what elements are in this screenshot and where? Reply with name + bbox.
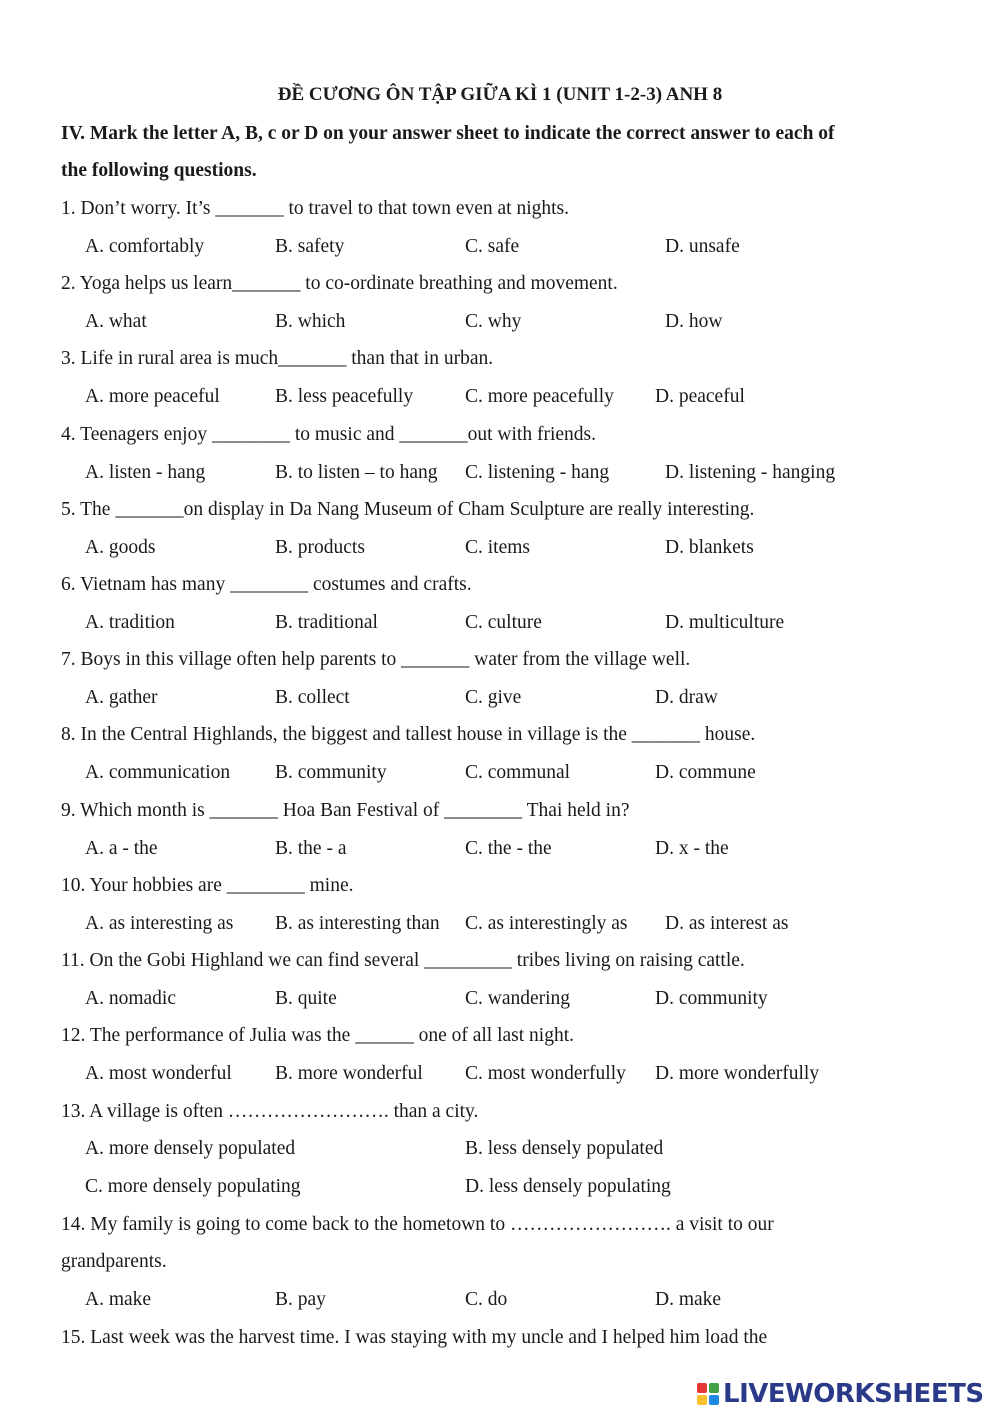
q12-option-a[interactable]: A. most wonderful [85, 1063, 232, 1084]
question-13-text: 13. A village is often ……………………. than a city. [61, 1101, 479, 1122]
q9-option-d[interactable]: D. x - the [655, 838, 729, 859]
question-11-text: 11. On the Gobi Highland we can find several _________ tribes living on raising cattle. [61, 950, 745, 971]
question-4-text: 4. Teenagers enjoy ________ to music and _______out with friends. [61, 424, 596, 445]
q9-option-c[interactable]: C. the - the [465, 838, 552, 859]
q9-option-b[interactable]: B. the - a [275, 838, 347, 859]
q13-option-b[interactable]: B. less densely populated [465, 1138, 664, 1159]
q10-option-c[interactable]: C. as interestingly as [465, 913, 628, 934]
q11-option-d[interactable]: D. community [655, 988, 768, 1009]
q6-option-a[interactable]: A. tradition [85, 612, 175, 633]
logo-square-1 [697, 1383, 707, 1393]
question-14-text-line-2: grandparents. [61, 1251, 167, 1272]
logo-text: LIVEWORKSHEETS [723, 1379, 984, 1409]
q5-option-b[interactable]: B. products [275, 537, 365, 558]
q13-option-d[interactable]: D. less densely populating [465, 1176, 671, 1197]
q7-option-c[interactable]: C. give [465, 687, 522, 708]
q5-option-c[interactable]: C. items [465, 537, 531, 558]
question-12-text: 12. The performance of Julia was the ______ one of all last night. [61, 1025, 575, 1046]
q3-option-d[interactable]: D. peaceful [655, 386, 745, 407]
page-title: ĐỀ CƯƠNG ÔN TẬP GIỮA KÌ 1 (UNIT 1-2-3) ANH 8 [277, 84, 723, 105]
q6-option-d[interactable]: D. multiculture [665, 612, 785, 633]
q6-option-c[interactable]: C. culture [465, 612, 542, 633]
instruction-line-1: IV. Mark the letter A, B, c or D on your answer sheet to indicate the correct answer to each of [61, 123, 835, 144]
q2-option-b[interactable]: B. which [275, 311, 346, 332]
q11-option-a[interactable]: A. nomadic [85, 988, 176, 1009]
q2-option-c[interactable]: C. why [465, 311, 522, 332]
q12-option-b[interactable]: B. more wonderful [275, 1063, 423, 1084]
q4-option-b[interactable]: B. to listen – to hang [275, 462, 438, 483]
q14-option-a[interactable]: A. make [85, 1289, 152, 1310]
q2-option-a[interactable]: A. what [85, 311, 147, 332]
q2-option-d[interactable]: D. how [665, 311, 723, 332]
q7-option-b[interactable]: B. collect [275, 687, 350, 708]
q4-option-a[interactable]: A. listen - hang [85, 462, 206, 483]
q4-option-c[interactable]: C. listening - hang [465, 462, 610, 483]
question-14-text-line-1: 14. My family is going to come back to the hometown to ……………………. a visit to our [61, 1214, 774, 1235]
q7-option-a[interactable]: A. gather [85, 687, 158, 708]
q5-option-a[interactable]: A. goods [85, 537, 156, 558]
q10-option-d[interactable]: D. as interest as [665, 913, 789, 934]
q3-option-c[interactable]: C. more peacefully [465, 386, 614, 407]
q1-option-d[interactable]: D. unsafe [665, 236, 740, 257]
q8-option-c[interactable]: C. communal [465, 762, 571, 783]
q8-option-b[interactable]: B. community [275, 762, 387, 783]
q6-option-b[interactable]: B. traditional [275, 612, 378, 633]
logo-square-3 [697, 1395, 707, 1405]
q13-option-c[interactable]: C. more densely populating [85, 1176, 301, 1197]
q11-option-b[interactable]: B. quite [275, 988, 337, 1009]
q4-option-d[interactable]: D. listening - hanging [665, 462, 836, 483]
question-9-text: 9. Which month is _______ Hoa Ban Festival of ________ Thai held in? [61, 800, 630, 821]
q1-option-b[interactable]: B. safety [275, 236, 345, 257]
q3-option-b[interactable]: B. less peacefully [275, 386, 414, 407]
question-7-text: 7. Boys in this village often help parents to _______ water from the village well. [61, 649, 691, 670]
question-1-text: 1. Don’t worry. It’s _______ to travel to that town even at nights. [61, 198, 570, 219]
q12-option-c[interactable]: C. most wonderfully [465, 1063, 626, 1084]
q1-option-c[interactable]: C. safe [465, 236, 520, 257]
q9-option-a[interactable]: A. a - the [85, 838, 158, 859]
q10-option-b[interactable]: B. as interesting than [275, 913, 440, 934]
q10-option-a[interactable]: A. as interesting as [85, 913, 234, 934]
question-10-text: 10. Your hobbies are ________ mine. [61, 875, 354, 896]
logo-square-4 [709, 1395, 719, 1405]
q5-option-d[interactable]: D. blankets [665, 537, 754, 558]
q7-option-d[interactable]: D. draw [655, 687, 718, 708]
q13-option-a[interactable]: A. more densely populated [85, 1138, 296, 1159]
question-5-text: 5. The _______on display in Da Nang Museum of Cham Sculpture are really interesting. [61, 499, 755, 520]
q8-option-a[interactable]: A. communication [85, 762, 231, 783]
question-15-text: 15. Last week was the harvest time. I was staying with my uncle and I helped him load the [61, 1327, 768, 1348]
q14-option-c[interactable]: C. do [465, 1289, 508, 1310]
q12-option-d[interactable]: D. more wonderfully [655, 1063, 820, 1084]
logo-mark-icon [697, 1383, 719, 1405]
question-2-text: 2. Yoga helps us learn_______ to co-ordinate breathing and movement. [61, 273, 618, 294]
q1-option-a[interactable]: A. comfortably [85, 236, 205, 257]
question-8-text: 8. In the Central Highlands, the biggest and tallest house in village is the _______ house. [61, 724, 756, 745]
q11-option-c[interactable]: C. wandering [465, 988, 571, 1009]
question-3-text: 3. Life in rural area is much_______ than that in urban. [61, 348, 494, 369]
q3-option-a[interactable]: A. more peaceful [85, 386, 220, 407]
logo-square-2 [709, 1383, 719, 1393]
instruction-line-2: the following questions. [61, 160, 257, 181]
q14-option-b[interactable]: B. pay [275, 1289, 326, 1310]
q8-option-d[interactable]: D. commune [655, 762, 756, 783]
question-6-text: 6. Vietnam has many ________ costumes and crafts. [61, 574, 472, 595]
liveworksheets-logo [697, 1378, 984, 1410]
q14-option-d[interactable]: D. make [655, 1289, 722, 1310]
